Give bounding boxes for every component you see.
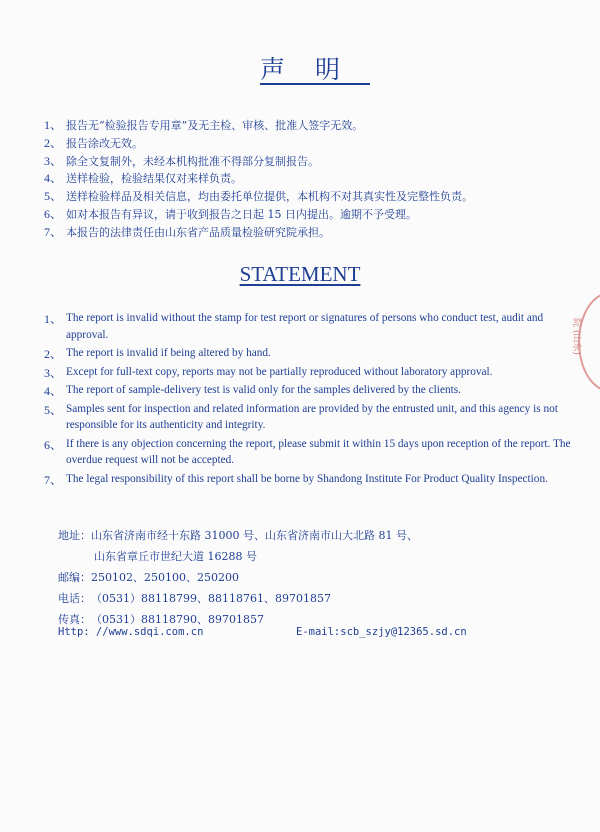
email-text: E-mail:scb_szjy@12365.sd.cn — [296, 626, 467, 638]
postcode-value: 250102、250100、250200 — [91, 571, 239, 584]
cn-item-1: 1、 报告无“检验报告专用章”及无主检、审核、批准人签字无效。 — [44, 118, 364, 132]
fax-row: 传真：（0531）88118790、89701857 — [58, 613, 264, 626]
en-item-7: 7、 The legal responsibility of this report shall be borne by Shandong Institute For Product Quality Inspection. — [44, 472, 548, 487]
cn-item-2: 2、 报告涂改无效。 — [44, 135, 143, 150]
phone-row: 电话：（0531）88118799、88118761、89701857 — [58, 592, 331, 605]
cn-item-5: 5、 送样检验样品及相关信息，均由委托单位提供，本机构不对其真实性及完整性负责。 — [44, 189, 473, 204]
en-item-5: 5、 Samples sent for inspection and related information are provided by the entrusted unit, and this agency is not responsible for its authenticity and integrity. — [44, 402, 558, 431]
website-text: Http: //www.sdqi.com.cn — [58, 626, 204, 638]
cn-item-4: 4、 送样检验，检验结果仅对来样负责。 — [44, 171, 242, 186]
address-row: 地址：山东省济南市经十东路 31000 号、山东省济南市山大北路 81 号、 — [58, 529, 418, 542]
address-line-2: 山东省章丘市世纪大道 16288 号 — [94, 550, 257, 563]
fax-value: （0531）88118790、89701857 — [91, 613, 264, 626]
address-line-1: 山东省济南市经十东路 31000 号、山东省济南市山大北路 81 号、 — [91, 529, 418, 542]
chinese-statement-list — [44, 117, 473, 242]
address-row-2 — [58, 546, 418, 567]
en-item-2: 2、 The report is invalid if being altered by hand. — [44, 347, 271, 361]
en-item-1: 1、 The report is invalid without the stamp for test report or signatures of persons who conduct test, audit and approval. — [44, 312, 544, 341]
en-item-3: 3、 Except for full-text copy, reports may not be partially reproduced without laboratory approval. — [44, 365, 493, 380]
en-item-4: 4、 The report of sample-delivery test is valid only for the samples delivered by the clients. — [44, 384, 461, 398]
en-item-6: 6、 If there is any objection concerning the report, please submit it within 15 days upon reception of the report. The overdue request will not be accepted. — [44, 437, 571, 466]
phone-value: （0531）88118799、88118761、89701857 — [91, 592, 331, 605]
cn-item-6: 6、 如对本报告有异议，请于收到报告之日起 15 日内提出。逾期不予受理。 — [44, 206, 417, 221]
english-statement-list — [44, 310, 574, 489]
stamp-text: 院 (山东) — [571, 318, 581, 355]
english-title: STATEMENT — [239, 262, 361, 286]
cn-item-7: 7、 本报告的法律责任由山东省产品质量检验研究院承担。 — [44, 224, 330, 239]
chinese-title: 声明 — [259, 55, 370, 84]
postcode-row: 邮编：250102、250100、250200 — [58, 571, 239, 584]
contact-block — [58, 525, 418, 630]
cn-item-3: 3、 除全文复制外，未经本机构批准不得部分复制报告。 — [44, 153, 319, 168]
